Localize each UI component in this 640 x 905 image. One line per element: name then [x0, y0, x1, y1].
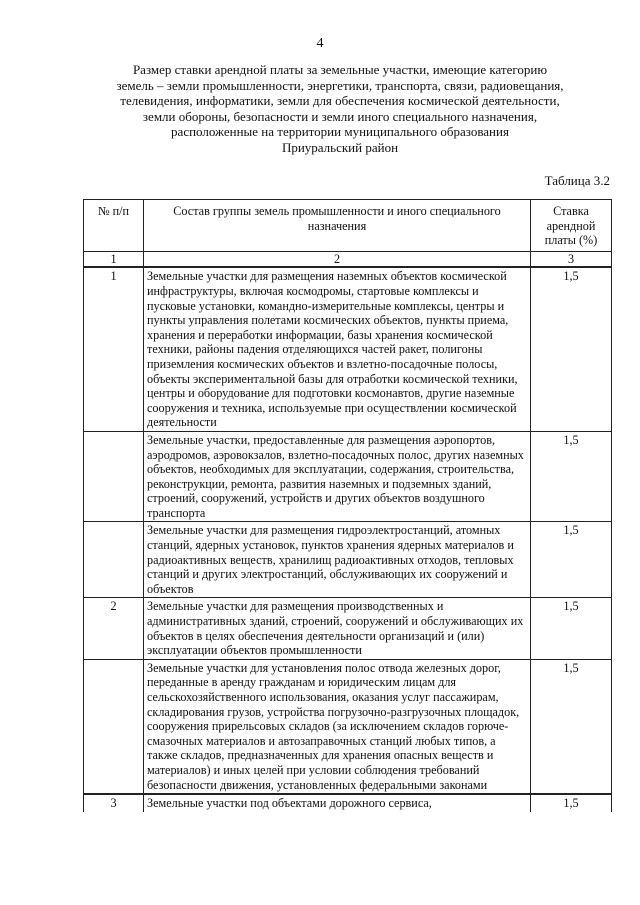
row-number: 1: [84, 267, 144, 431]
column-number-row: [84, 251, 612, 267]
row-rate: 1,5: [531, 659, 612, 794]
title-line: телевидения, информатики, земли для обеспечения космической деятельности,: [120, 93, 560, 108]
row-rate: 1,5: [531, 431, 612, 522]
title-line: земель – земли промышленности, энергетики, транспорта, связи, радиовещания,: [116, 77, 564, 93]
row-rate: 1,5: [531, 267, 612, 431]
table-row: [84, 659, 612, 794]
row-description: Земельные участки для установления полос отвода железных дорог, переданные в аренду гражданам и юридическим лицам для сельскохозяйственного использования, оказания услуг пассажирам, складирования грузов, устройства погрузочно-разгрузочных площадок, сооружения прирельсовых складов (за исключением складов горюче-смазочных материалов и автозаправочных станций любых типов, а также складов, предназначенных для хранения опасных веществ и материалов) и иных целей при условии соблюдения требований безопасности движения, установленных федеральными законами: [144, 659, 531, 794]
header-rate: Ставка арендной платы (%): [531, 200, 612, 252]
document-title: [90, 62, 590, 155]
row-rate: 1,5: [531, 794, 612, 812]
title-line: расположенные на территории муниципального образования: [171, 124, 509, 139]
column-number: 1: [84, 251, 144, 267]
header-number: № п/п: [84, 200, 144, 252]
row-description: Земельные участки для размещения наземных объектов космической инфраструктуры, включая космодромы, стартовые комплексы и пусковые установки, командно-измерительные комплексы, центры и пункты управления полетами космических объектов, пункты приема, хранения и переработки информации, базы хранения космической техники, районы падения отделяющихся частей ракет, полигоны приземления космических объектов и взлетно-посадочные полосы, объекты экспериментальной базы для отработки космической техники, центры и оборудование для подготовки космонавтов, другие наземные сооружения и техника, используемые при осуществлении космической деятельности: [144, 267, 531, 431]
page-number: 4: [316, 36, 324, 51]
row-description: Земельные участки для размещения гидроэлектростанций, атомных станций, ядерных установок, пунктов хранения ядерных материалов и радиоактивных веществ, хранилищ радиоактивных отходов, тепловых станций и других электростанций, обслуживающих их сооружений и объектов: [144, 522, 531, 598]
table-row: [84, 522, 612, 598]
row-number: [84, 431, 144, 522]
table-row: [84, 794, 612, 812]
row-description: Земельные участки под объектами дорожного сервиса,: [144, 794, 531, 812]
table-row: [84, 267, 612, 431]
row-rate: 1,5: [531, 598, 612, 659]
table-label: Таблица 3.2: [544, 173, 610, 188]
title-line: земли обороны, безопасности и земли иного специального назначения,: [142, 108, 538, 124]
row-number: 3: [84, 794, 144, 812]
header-group: Состав группы земель промышленности и иного специального назначения: [144, 200, 531, 252]
row-number: 2: [84, 598, 144, 659]
column-number: 3: [531, 251, 612, 267]
title-line: Приуральский район: [281, 139, 399, 155]
row-rate: 1,5: [531, 522, 612, 598]
column-number: 2: [144, 251, 531, 267]
table-row: [84, 431, 612, 522]
row-number: [84, 659, 144, 794]
title-line: Размер ставки арендной платы за земельные участки, имеющие категорию: [132, 62, 548, 77]
table-row: [84, 598, 612, 659]
table-header-row: [84, 200, 612, 252]
row-number: [84, 522, 144, 598]
rates-table: [83, 199, 612, 812]
row-description: Земельные участки для размещения производственных и административных зданий, строений, сооружений и обслуживающих их объектов в целях обеспечения деятельности организаций и (или) эксплуатации объектов промышленности: [144, 598, 531, 659]
row-description: Земельные участки, предоставленные для размещения аэропортов, аэродромов, аэровокзалов, взлетно-посадочных полос, других наземных объектов, необходимых для эксплуатации, содержания, строительства, реконструкции, ремонта, развития наземных и подземных зданий, строений, сооружений, устройств и других объектов воздушного транспорта: [144, 431, 531, 522]
